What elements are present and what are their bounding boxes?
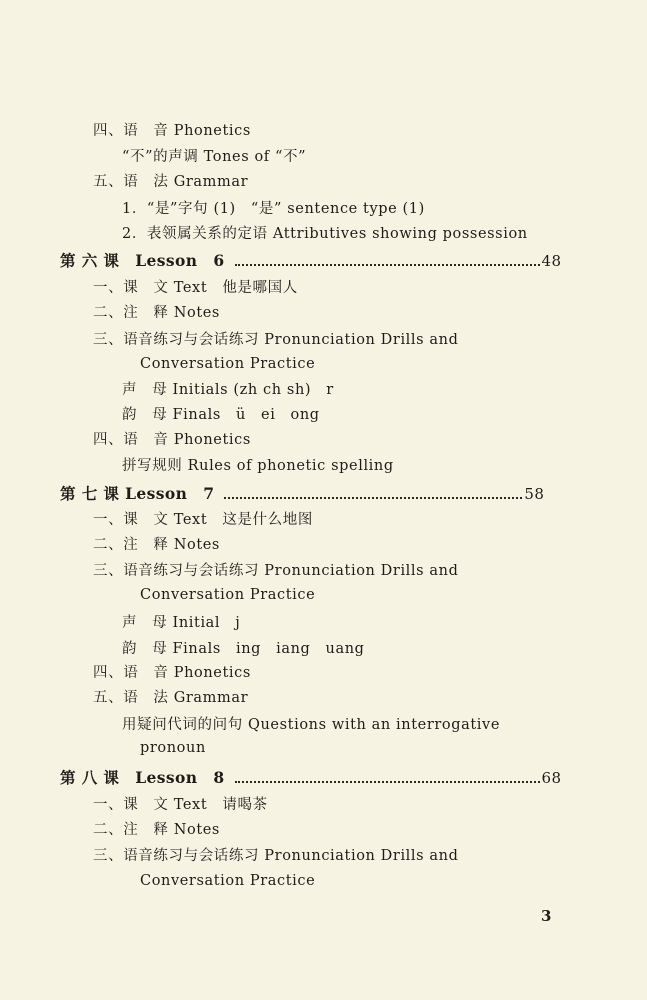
leader-dots — [224, 486, 522, 499]
lesson-title: 第 七 课 Lesson 7 — [60, 484, 215, 503]
leader-dots — [235, 770, 540, 783]
lesson-heading — [60, 484, 544, 504]
toc-entry: 二、注 释 Notes — [93, 822, 220, 838]
lesson-page: 48 — [541, 252, 562, 270]
toc-entry: 五、语 法 Grammar — [93, 690, 249, 706]
toc-entry: 二、注 释 Notes — [93, 537, 220, 553]
toc-subentry: 2．表领属关系的定语 Attributives showing possession — [122, 226, 528, 242]
lesson-heading — [60, 768, 561, 788]
lesson-title: 第 六 课 Lesson 6 — [60, 251, 225, 270]
toc-entry-continued: Conversation Practice — [140, 873, 316, 889]
toc-entry: 一、课 文 Text 这是什么地图 — [93, 512, 313, 528]
toc-entry-continued: Conversation Practice — [140, 356, 316, 372]
toc-entry: 一、课 文 Text 他是哪国人 — [93, 280, 298, 296]
toc-entry: 四、语 音 Phonetics — [93, 123, 251, 139]
toc-entry: 一、课 文 Text 请喝茶 — [93, 797, 268, 813]
lesson-heading — [60, 251, 561, 271]
toc-entry: 三、语音练习与会话练习 Pronunciation Drills and — [93, 848, 459, 864]
toc-entry: 五、语 法 Grammar — [93, 174, 249, 190]
toc-entry: 二、注 释 Notes — [93, 305, 220, 321]
toc-subentry: 1．“是”字句 (1) “是” sentence type (1) — [122, 201, 425, 217]
toc-entry: 四、语 音 Phonetics — [93, 432, 251, 448]
lesson-title: 第 八 课 Lesson 8 — [60, 768, 225, 787]
toc-subentry: 用疑问代词的问句 Questions with an interrogative — [122, 717, 500, 733]
toc-entry: 三、语音练习与会话练习 Pronunciation Drills and — [93, 332, 459, 348]
toc-subentry-continued: pronoun — [140, 740, 206, 756]
toc-subentry: 声 母 Initials (zh ch sh) r — [122, 382, 334, 398]
lesson-page: 58 — [524, 485, 545, 503]
page-number: 3 — [541, 907, 552, 925]
toc-subentry: 声 母 Initial j — [122, 615, 241, 631]
toc-entry: 三、语音练习与会话练习 Pronunciation Drills and — [93, 563, 459, 579]
toc-subentry: 拼写规则 Rules of phonetic spelling — [122, 458, 394, 474]
toc-subentry: 韵 母 Finals ing iang uang — [122, 641, 365, 657]
toc-subentry: 韵 母 Finals ü ei ong — [122, 407, 320, 423]
toc-subentry: “不”的声调 Tones of “不” — [122, 149, 307, 165]
toc-entry-continued: Conversation Practice — [140, 587, 316, 603]
lesson-page: 68 — [541, 769, 562, 787]
toc-entry: 四、语 音 Phonetics — [93, 665, 251, 681]
leader-dots — [235, 253, 540, 266]
